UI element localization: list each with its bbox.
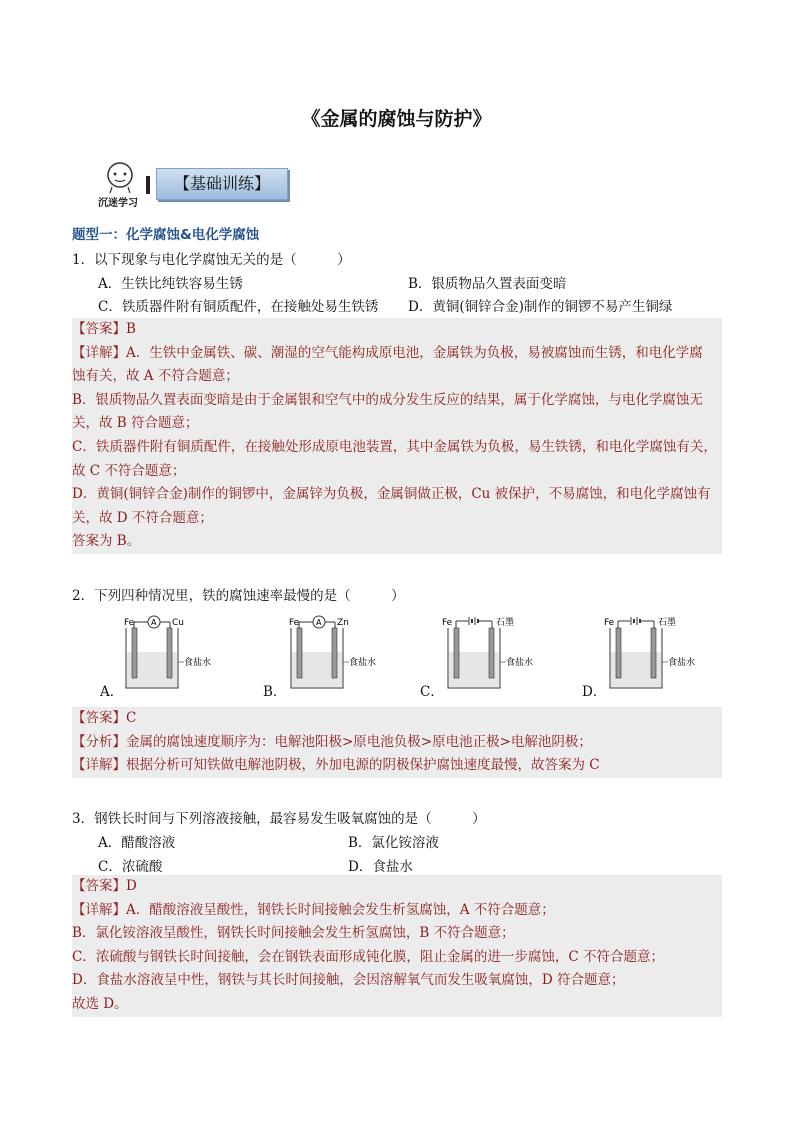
question-3-stem: 3．钢铁长时间与下列溶液接触，最容易发生吸氧腐蚀的是（ ） [72, 811, 486, 827]
electrode-right-label: 石墨 [658, 618, 677, 628]
q1-answer-line: B．银质物品久置表面变暗是由于金属银和空气中的成分发生反应的结果，属于化学腐蚀，与电化学腐蚀无 [72, 391, 703, 408]
svg-text:A: A [151, 618, 157, 627]
q1-answer-line: C．铁质器件附有铜质配件，在接触处形成原电池装置，其中金属铁为负极，易生铁锈，和电化学腐蚀有关， [72, 438, 717, 455]
q2-figure-c [440, 614, 550, 696]
q2-answer-line: 【详解】根据分析可知铁做电解池阴极，外加电源的阴极保护腐蚀速度最慢，故答案为 C [72, 757, 600, 774]
section-header [100, 160, 340, 208]
q2-figure-b-label: B． [263, 684, 287, 700]
q3-answer-line: D．食盐水溶液呈中性，钢铁与其长时间接触，会因溶解氧气而发生吸氧腐蚀，D 符合题意； [72, 972, 625, 989]
q1-answer-line: 关，故 D 不符合题意； [72, 509, 213, 526]
q1-answer-line: 【答案】B [72, 321, 136, 337]
q1-answer-block [72, 318, 722, 554]
solution-label: 食盐水 [506, 658, 534, 668]
q3-answer-line: 【详解】A．醋酸溶液呈酸性，钢铁长时间接触会发生析氢腐蚀，A 不符合题意； [72, 901, 555, 918]
electrode-left-label: Fe [289, 618, 300, 628]
q3-answer-line: C．浓硫酸与钢铁长时间接触，会在钢铁表面形成钝化膜，阻止金属的进一步腐蚀，C 不符合题意； [72, 948, 664, 965]
q3-answer-line: B．氯化铵溶液呈酸性，钢铁长时间接触会发生析氢腐蚀，B 不符合题意； [72, 925, 515, 942]
q2-answer-block [72, 707, 722, 778]
svg-text:A: A [316, 618, 322, 627]
q2-figure-a [118, 614, 228, 696]
q1-option-c: C．铁质器件附有铜质配件，在接触处易生铁锈 [98, 299, 379, 315]
electrode-right-label: Zn [337, 618, 349, 628]
q1-answer-line: 答案为 B。 [72, 533, 141, 550]
q2-answer-line: 【答案】C [72, 710, 137, 726]
question-2-stem: 2．下列四种情况里，铁的腐蚀速率最慢的是（ ） [72, 588, 405, 604]
q3-answer-line: 故选 D。 [72, 995, 128, 1012]
electrode-right-label: Cu [172, 618, 184, 628]
q3-option-c: C．浓硫酸 [98, 859, 163, 875]
q1-option-a: A．生铁比纯铁容易生锈 [98, 276, 243, 292]
q1-answer-line: 关，故 B 符合题意； [72, 415, 199, 432]
solution-label: 食盐水 [184, 658, 212, 668]
q3-option-b: B．氯化铵溶液 [348, 835, 439, 851]
topic-heading: 题型一：化学腐蚀&电化学腐蚀 [72, 227, 260, 243]
solution-label: 食盐水 [668, 658, 696, 668]
q1-option-d: D．黄铜(铜锌合金)制作的铜锣不易产生铜绿 [408, 299, 673, 315]
page-title: 《金属的腐蚀与防护》 [301, 108, 492, 130]
q2-answer-line: 【分析】金属的腐蚀速度顺序为：电解池阳极>原电池负极>原电池正极>电解池阴极； [72, 733, 592, 750]
q1-answer-line: 【详解】A．生铁中金属铁、碳、潮湿的空气能构成原电池，金属铁为负极，易被腐蚀而生锈，和电化学腐 [72, 344, 703, 361]
electrode-left-label: Fe [124, 618, 135, 628]
q2-figure-c-label: C． [420, 684, 444, 700]
section-banner: 【基础训练】 [156, 168, 288, 200]
q3-answer-line: 【答案】D [72, 878, 137, 894]
q1-option-b: B．银质物品久置表面变暗 [408, 276, 567, 292]
q2-figure-d [602, 614, 712, 696]
electrode-left-label: Fe [604, 618, 615, 628]
electrode-right-label: 石墨 [496, 618, 515, 628]
q3-option-d: D．食盐水 [348, 859, 413, 875]
section-divider [146, 176, 150, 194]
q2-figure-d-label: D． [582, 684, 607, 700]
q1-answer-line: D．黄铜(铜锌合金)制作的铜锣中，金属锌为负极，金属铜做正极，Cu 被保护，不易腐蚀，和电化学腐蚀有 [72, 486, 711, 503]
question-1-stem: 1．以下现象与电化学腐蚀无关的是（ ） [72, 252, 351, 268]
q1-answer-line: 故 C 不符合题意； [72, 462, 186, 479]
electrode-left-label: Fe [442, 618, 453, 628]
q2-figure-b [283, 614, 393, 696]
q1-answer-line: 蚀有关，故 A 不符合题意； [72, 368, 239, 385]
q3-option-a: A．醋酸溶液 [98, 835, 176, 851]
q2-figure-a-label: A． [100, 684, 124, 700]
mascot-label: 沉迷学习 [98, 198, 138, 209]
solution-label: 食盐水 [349, 658, 377, 668]
q3-answer-block [72, 875, 722, 1017]
